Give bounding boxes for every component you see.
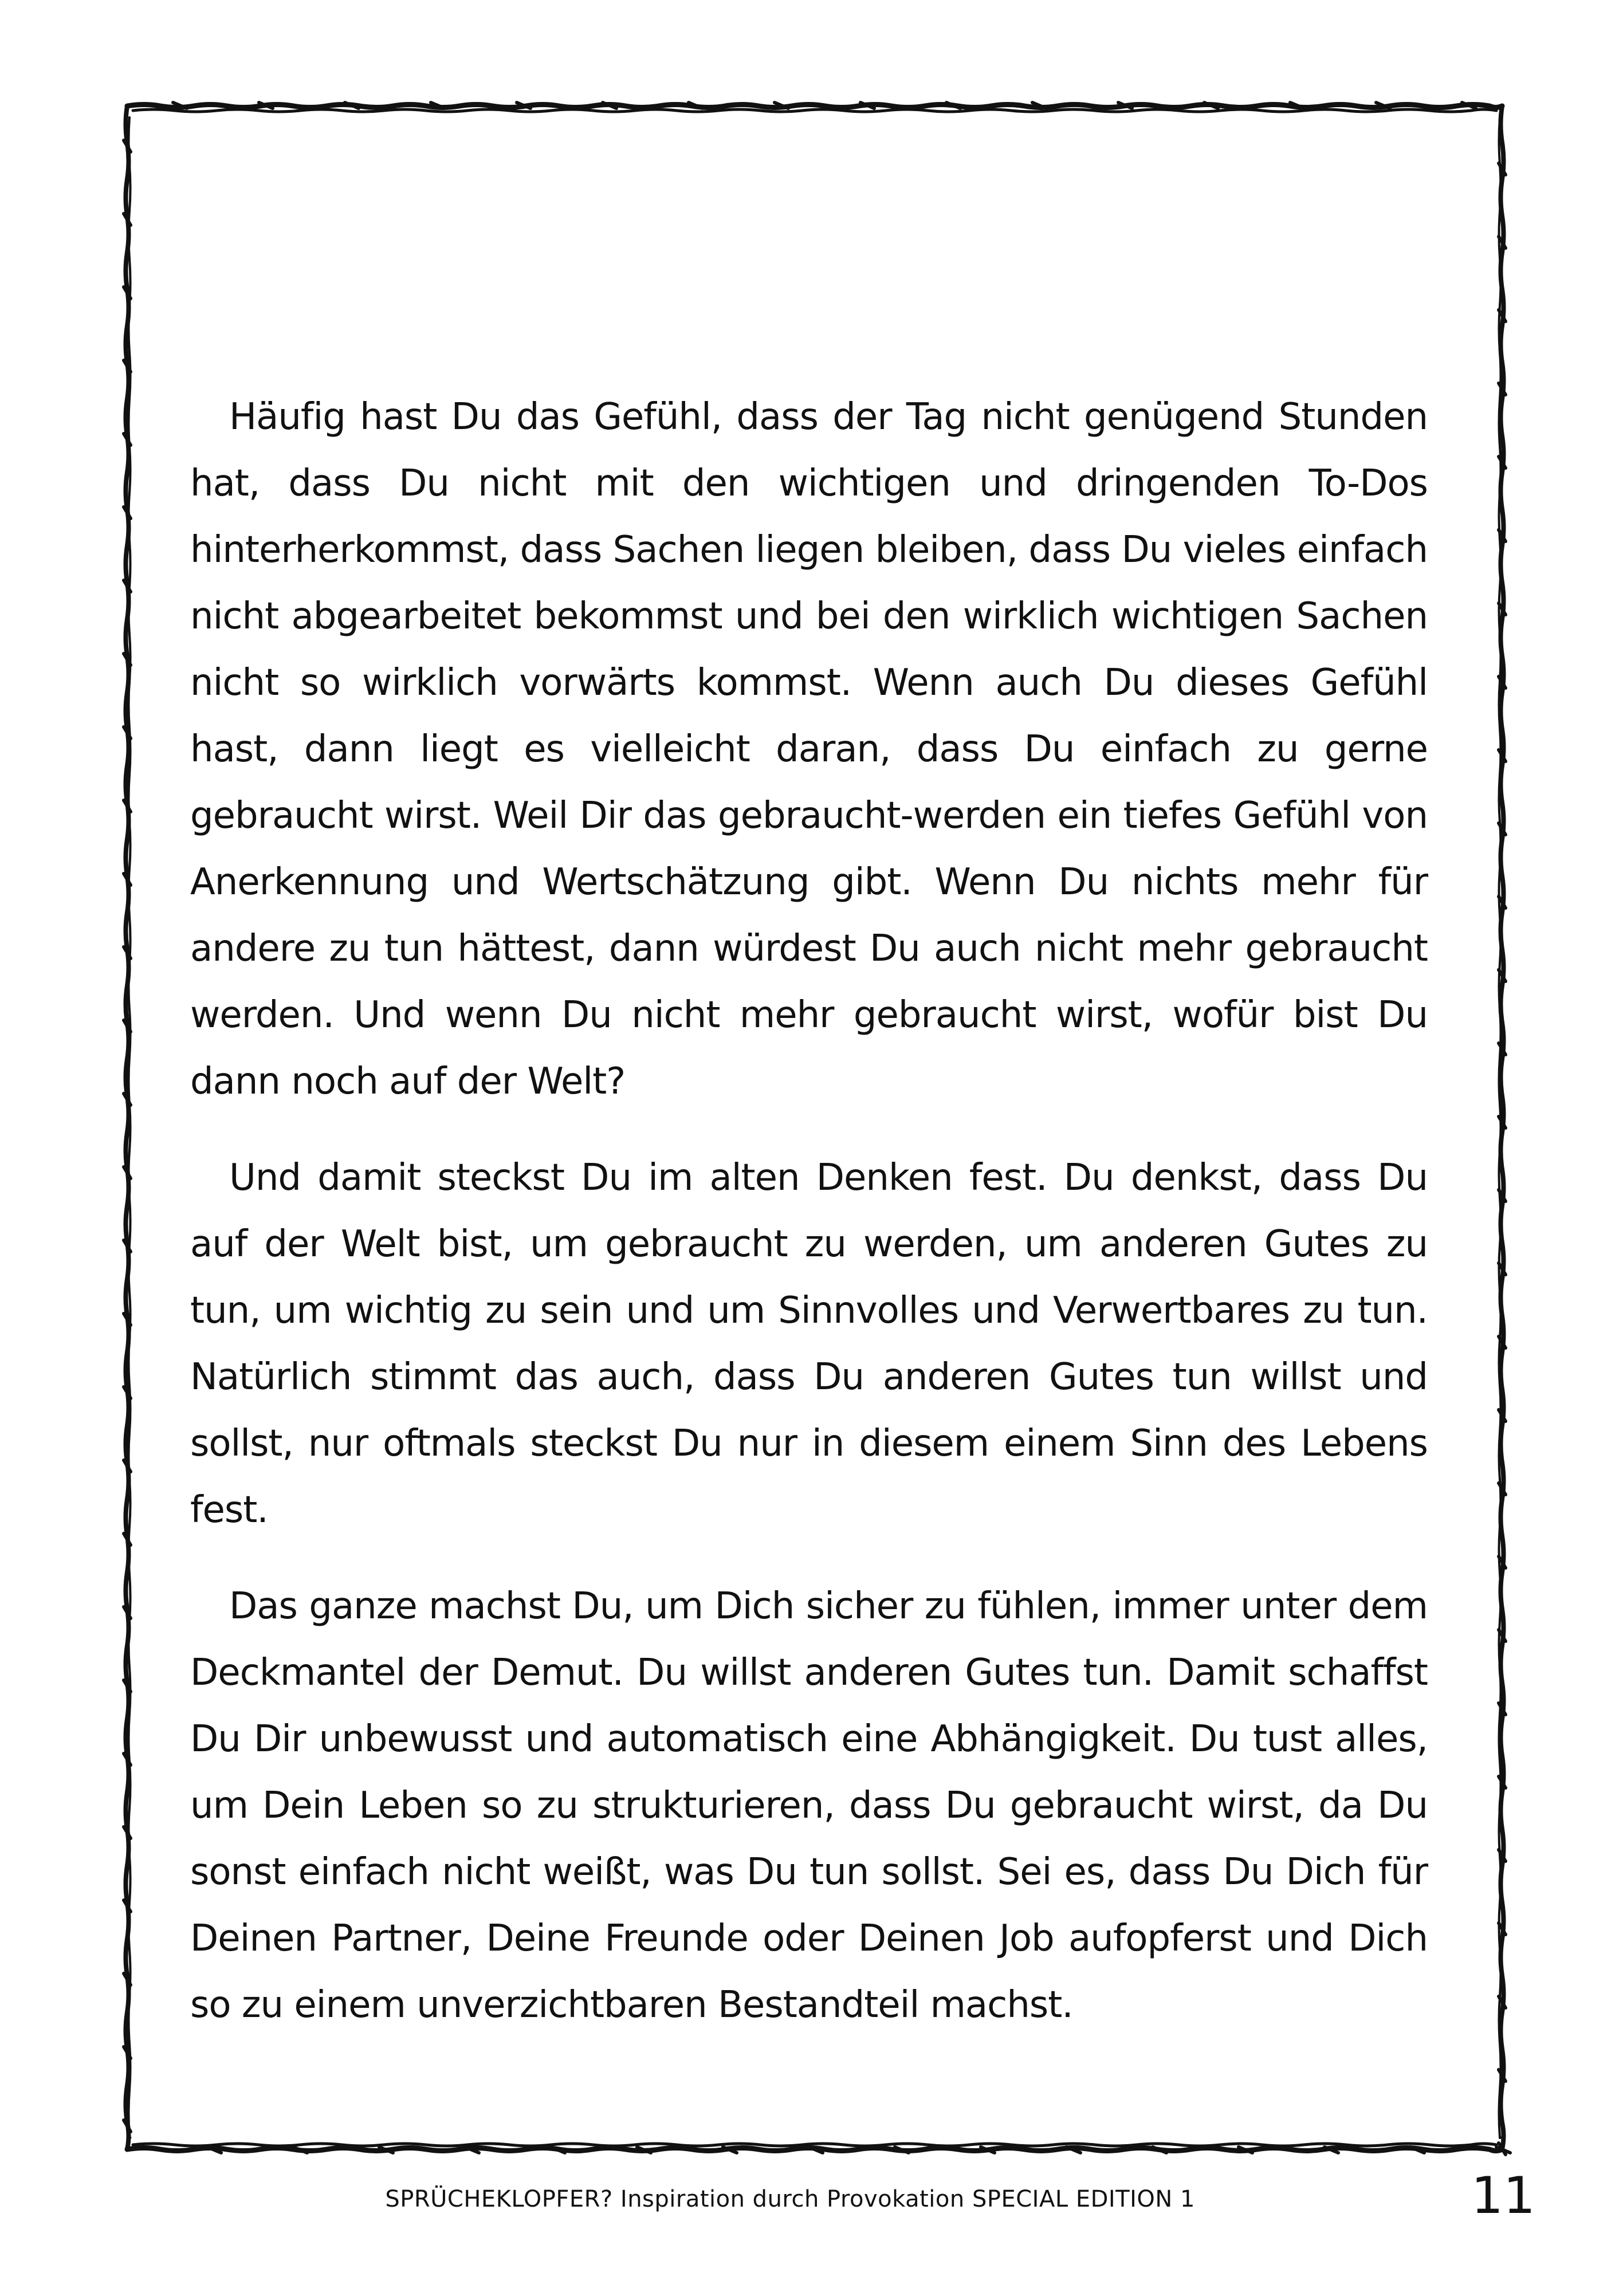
frame-top-edge-inner [133, 109, 1496, 112]
book-title: SPRÜCHEKLOPFER? Inspiration durch Provokation SPECIAL EDITION 1 [385, 2186, 1195, 2212]
paragraph-3: Das ganze machst Du, um Dich sicher zu fühlen, immer unter dem Deckmantel der Demut. Du willst anderen Gutes tun. Damit schaffst Du Dir unbewusst und automatisch eine Abhängigkeit. Du tust alles, um Dein Leben so zu strukturieren, dass Du gebraucht wirst, da Du sonst einfach nicht weißt, was Du tun sollst. Sei es, dass Du Dich für Deinen Partner, Deine Freunde oder Deinen Job aufopferst und Dich so zu einem unverzichtbaren Bestandteil machst. [190, 1585, 1428, 2026]
body-text [190, 384, 1428, 2068]
paragraph-1: Häufig hast Du das Gefühl, dass der Tag nicht genügend Stunden hat, dass Du nicht mit den wichtigen und dringenden To-Dos hinterherkommst, dass Sachen liegen bleiben, dass Du vieles einfach nicht abgearbeitet bekommst und bei den wirklich wichtigen Sachen nicht so wirklich vorwärts kommst. Wenn auch Du dieses Gefühl hast, dann liegt es vielleicht daran, dass Du einfach zu gerne gebraucht wirst. Weil Dir das gebraucht-werden ein tiefes Gefühl von Anerkennung und Wertschätzung gibt. Wenn Du nichts mehr für andere zu tun hättest, dann würdest Du auch nicht mehr gebraucht werden. Und wenn Du nicht mehr gebraucht wirst, wofür bist Du dann noch auf der Welt? [190, 396, 1428, 1103]
page-footer [0, 2164, 1623, 2233]
paragraph-2: Und damit steckst Du im alten Denken fest. Du denkst, dass Du auf der Welt bist, um gebraucht zu werden, um anderen Gutes zu tun, um wichtig zu sein und um Sinnvolles und Verwertbares zu tun. Natürlich stimmt das auch, dass Du anderen Gutes tun willst und sollst, nur oftmals steckst Du nur in diesem einem Sinn des Lebens fest. [190, 1157, 1428, 1531]
page-number: 11 [1471, 2166, 1535, 2225]
